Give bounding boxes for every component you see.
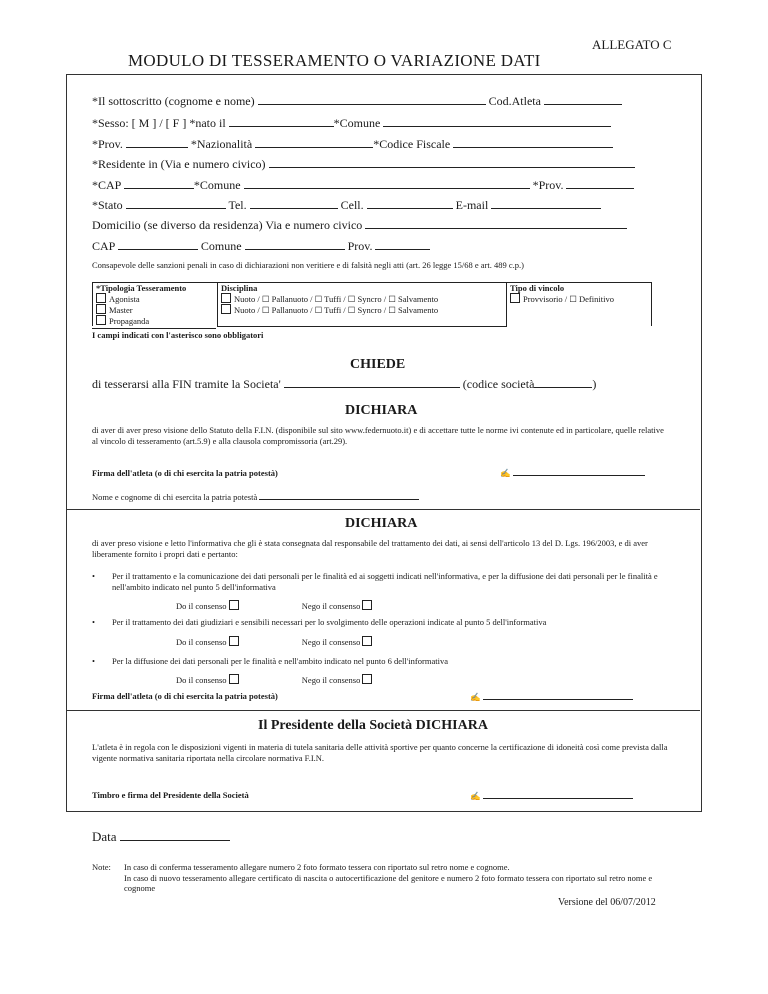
tipologia-propaganda[interactable]: Propaganda: [96, 316, 149, 326]
data-field[interactable]: [120, 828, 230, 841]
pen-icon: ✍: [470, 692, 481, 702]
table-bottom: [92, 328, 216, 329]
note-text: [124, 862, 679, 894]
stato-label: *Stato: [92, 198, 123, 212]
dichiara-privacy-text: di aver preso visione e letto l'informativa che gli è stata consegnata dal responsabile del trattamento dei dati, ai sensi dell'articolo 13 del D. Lgs. 196/2003, e di aver liberamente fornito i propri dati e pertanto:: [92, 538, 648, 559]
checkbox-icon[interactable]: [221, 304, 231, 314]
comune-nascita-label: *Comune: [333, 116, 381, 130]
presidente-text: L'atleta è in regola con le disposizioni vigenti in materia di tutela sanitaria delle attività sportive per quanto concerne la certificazione di idoneità così come prevista dalla vigente normativa sanitaria riportata nella circolare normativa F.I.N.: [92, 742, 668, 763]
nego-consenso-option[interactable]: Nego il consenso: [302, 675, 376, 685]
dichiara-statuto-text: di aver di aver preso visione dello Statuto della F.I.N. (disponibile sul sito www.federnuoto.it) e di accettare tutte le norme ivi contenute ed in particolare, quelle relative al vincolo di tesseramento (art.5.9) e alla clausola compromissoria (art.29).: [92, 425, 664, 446]
email-label: E-mail: [455, 198, 489, 212]
tel-field[interactable]: [250, 196, 338, 209]
consenso-item-1: • Per il trattamento e la comunicazione dei dati personali per le finalità ed ai soggetti indicati nell'informativa, e per la diffusione dei dati personali per le finalità e nell'ambito indicato nel punto 5 dell'informativa: [92, 571, 658, 592]
comune-nascita-field[interactable]: [383, 114, 611, 127]
pen-icon: ✍: [470, 791, 481, 801]
cod-atleta-label: Cod.Atleta: [488, 94, 541, 108]
codice-close: ): [592, 377, 597, 391]
checkbox-icon[interactable]: [221, 293, 231, 303]
nome-patria-potesta-field[interactable]: [259, 490, 419, 500]
section-divider: [66, 509, 700, 510]
checkbox-icon[interactable]: [229, 636, 239, 646]
section-divider: [66, 710, 700, 711]
sesso-label: *Sesso: [ M ] / [ F ] *nato il: [92, 116, 226, 130]
do-consenso-option[interactable]: Do il consenso: [176, 675, 242, 685]
residenza-field[interactable]: [269, 155, 635, 168]
nazionalita-field[interactable]: [255, 135, 373, 148]
nego-consenso-option[interactable]: Nego il consenso: [302, 601, 376, 611]
page-title: MODULO DI TESSERAMENTO O VARIAZIONE DATI: [128, 51, 541, 70]
versione-label: Versione del 06/07/2012: [558, 897, 656, 908]
vincolo-header: Tipo di vincolo: [510, 283, 565, 293]
nego-consenso-option[interactable]: Nego il consenso: [302, 637, 376, 647]
residente-label: *Residente in (Via e numero civico): [92, 157, 266, 171]
data-label: Data: [92, 829, 117, 844]
codice-societa-label: (codice società: [462, 377, 535, 391]
prov-domicilio-field[interactable]: [375, 237, 430, 250]
cell-field[interactable]: [367, 196, 453, 209]
stato-field[interactable]: [126, 196, 226, 209]
disciplina-row[interactable]: Nuoto / ☐ Pallanuoto / ☐ Tuffi / ☐ Syncro / ☐ Salvamento: [221, 294, 438, 304]
chiede-text: di tesserarsi alla FIN tramite la Societa': [92, 377, 281, 391]
cell-label: Cell.: [340, 198, 364, 212]
nome-field[interactable]: [258, 92, 486, 105]
codice-fiscale-field[interactable]: [453, 135, 613, 148]
consenso-item-2: • Per il trattamento dei dati giudiziari e sensibili necessari per lo svolgimento delle operazioni indicate al punto 5 dell'informativa: [92, 617, 547, 627]
firma-privacy-field[interactable]: [470, 690, 633, 703]
cap-domicilio-field[interactable]: [118, 237, 198, 250]
checkbox-icon[interactable]: [362, 674, 372, 684]
comune-field[interactable]: [244, 176, 530, 189]
nome-patria-potesta-label: Nome e cognome di chi esercita la patria potestà: [92, 490, 419, 502]
data-nascita-field[interactable]: [229, 114, 334, 127]
consenso-options-2: [176, 636, 375, 647]
tesseramento-table: [92, 282, 652, 327]
checkbox-icon[interactable]: [229, 600, 239, 610]
consenso-item-3: • Per la diffusione dei dati personali per le finalità e nell'ambito indicato nel punto 6 dell'informativa: [92, 656, 448, 666]
comune-domicilio-label: Comune: [200, 239, 242, 253]
email-field[interactable]: [491, 196, 601, 209]
data-row: [92, 828, 230, 845]
cap-label: *CAP: [92, 178, 121, 192]
domicilio-label: Domicilio (se diverso da residenza) Via e numero civico: [92, 218, 363, 232]
checkbox-icon[interactable]: [96, 315, 106, 325]
checkbox-icon[interactable]: [229, 674, 239, 684]
firma-atleta-label: Firma dell'atleta (o di chi esercita la patria potestà): [92, 468, 278, 478]
note-1: In caso di conferma tesseramento allegare numero 2 foto formato tessera con riportato sul retro nome e cognome.: [124, 862, 510, 872]
dichiara-privacy-title: DICHIARA: [345, 516, 418, 531]
consapevole-text: Consapevole delle sanzioni penali in caso di dichiarazioni non veritiere e di falsità negli atti (art. 26 legge 15/68 e art. 489 c.p.): [92, 260, 524, 270]
tipologia-agonista[interactable]: Agonista: [96, 294, 140, 304]
nazionalita-label: *Nazionalità: [190, 137, 253, 151]
pen-icon: ✍: [500, 468, 511, 478]
checkbox-icon[interactable]: [510, 293, 520, 303]
obbligatori-note: I campi indicati con l'asterisco sono obbligatori: [92, 330, 264, 340]
cod-atleta-field[interactable]: [544, 92, 622, 105]
firma-atleta-field[interactable]: [500, 466, 645, 479]
disciplina-header: Disciplina: [221, 283, 258, 293]
do-consenso-option[interactable]: Do il consenso: [176, 601, 242, 611]
prov-residenza-label: *Prov.: [532, 178, 564, 192]
tel-label: Tel.: [228, 198, 247, 212]
timbro-label: Timbro e firma del Presidente della Società: [92, 790, 249, 800]
firma-privacy-label: Firma dell'atleta (o di chi esercita la patria potestà): [92, 691, 278, 701]
domicilio-field[interactable]: [365, 216, 627, 229]
checkbox-icon[interactable]: [362, 636, 372, 646]
checkbox-icon[interactable]: [362, 600, 372, 610]
timbro-field[interactable]: [470, 789, 633, 802]
dichiara-title: DICHIARA: [345, 403, 418, 418]
prov-field[interactable]: [126, 135, 188, 148]
cap-domicilio-label: CAP: [92, 239, 115, 253]
checkbox-icon[interactable]: [96, 304, 106, 314]
chiede-title: CHIEDE: [350, 357, 406, 372]
allegato-label: ALLEGATO C: [592, 37, 672, 52]
do-consenso-option[interactable]: Do il consenso: [176, 637, 242, 647]
vincolo-options[interactable]: Provvisorio / ☐ Definitivo: [510, 294, 614, 304]
disciplina-row[interactable]: Nuoto / ☐ Pallanuoto / ☐ Tuffi / ☐ Syncro / ☐ Salvamento: [221, 305, 438, 315]
note-2: In caso di nuovo tesseramento allegare certificato di nascita o autocertificazione del genitore e numero 2 foto formato tessera con riportato sul retro nome e cognome: [124, 872, 653, 893]
sottoscritto-label: *Il sottoscritto (cognome e nome): [92, 94, 255, 108]
societa-field[interactable]: [284, 375, 460, 388]
prov-domicilio-label: Prov.: [347, 239, 373, 253]
tipologia-header: *Tipologia Tesseramento: [96, 283, 187, 293]
prov-residenza-field[interactable]: [566, 176, 634, 189]
consenso-options-3: [176, 674, 375, 685]
codice-fiscale-label: *Codice Fiscale: [373, 137, 451, 151]
comune-domicilio-field[interactable]: [245, 237, 345, 250]
presidente-title: Il Presidente della Società DICHIARA: [258, 718, 488, 733]
prov-label: *Prov.: [92, 137, 123, 151]
note-label: Note:: [92, 862, 111, 872]
tipologia-master[interactable]: Master: [96, 305, 133, 315]
cap-field[interactable]: [124, 176, 194, 189]
comune-label: *Comune: [193, 178, 241, 192]
checkbox-icon[interactable]: [96, 293, 106, 303]
consenso-options-1: [176, 600, 375, 611]
codice-societa-field[interactable]: [534, 375, 592, 388]
